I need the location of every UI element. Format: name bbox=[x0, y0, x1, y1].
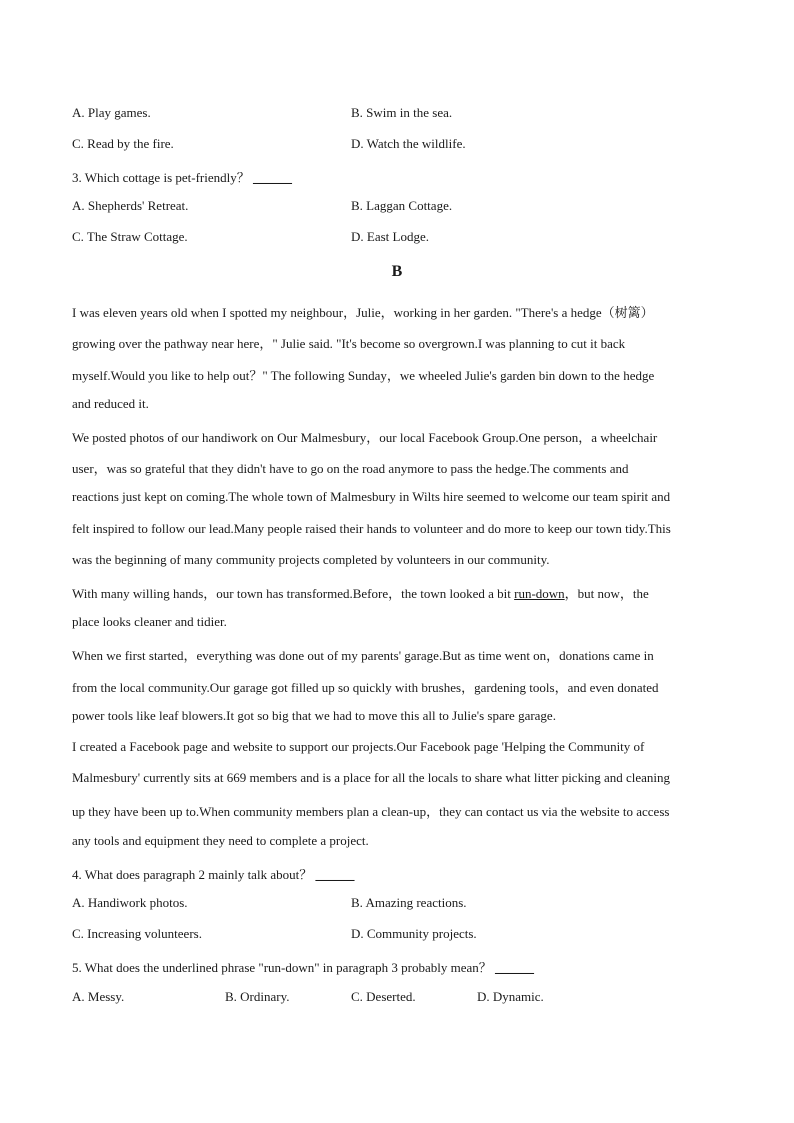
passage-line: myself.Would you like to help out？" The following Sunday，we wheeled Julie's garden bin down to the hedge bbox=[72, 368, 655, 383]
question-5 bbox=[72, 957, 534, 976]
passage-line: power tools like leaf blowers.It got so big that we had to move this all to Julie's spare garage. bbox=[72, 708, 556, 723]
q4-option-d: D. Community projects. bbox=[351, 926, 477, 941]
q4-option-b: B. Amazing reactions. bbox=[351, 895, 467, 910]
q5-option-d: D. Dynamic. bbox=[477, 989, 544, 1004]
passage-line bbox=[72, 583, 649, 602]
question-3 bbox=[72, 167, 292, 186]
q2-option-a: A. Play games. bbox=[72, 105, 151, 120]
question-5-text: 5. What does the underlined phrase "run-down" in paragraph 3 probably mean？ bbox=[72, 960, 492, 975]
passage-line: I created a Facebook page and website to support our projects.Our Facebook page 'Helping the Community of bbox=[72, 739, 645, 754]
passage-line: any tools and equipment they need to complete a project. bbox=[72, 833, 369, 848]
question-3-blank: ______ bbox=[253, 170, 292, 185]
passage-line: growing over the pathway near here，" Julie said. "It's become so overgrown.I was planning to cut it back bbox=[72, 336, 626, 351]
q5-option-a: A. Messy. bbox=[72, 989, 125, 1004]
passage-line: place looks cleaner and tidier. bbox=[72, 614, 227, 629]
q2-option-d: D. Watch the wildlife. bbox=[351, 136, 466, 151]
q3-option-a: A. Shepherds' Retreat. bbox=[72, 198, 189, 213]
q2-option-c: C. Read by the fire. bbox=[72, 136, 174, 151]
q3-option-b: B. Laggan Cottage. bbox=[351, 198, 453, 213]
p3-text-after: ，but now，the bbox=[564, 586, 649, 601]
q5-option-b: B. Ordinary. bbox=[225, 989, 290, 1004]
q2-option-b: B. Swim in the sea. bbox=[351, 105, 453, 120]
passage-line: up they have been up to.When community members plan a clean-up，they can contact us via the website to access bbox=[72, 804, 670, 819]
passage-line: reactions just kept on coming.The whole town of Malmesbury in Wilts hire seemed to welcome our team spirit and bbox=[72, 489, 671, 504]
passage-line: We posted photos of our handiwork on Our Malmesbury，our local Facebook Group.One person，a wheelchair bbox=[72, 430, 658, 445]
question-4-text: 4. What does paragraph 2 mainly talk about？ bbox=[72, 867, 313, 882]
passage-line: Malmesbury' currently sits at 669 members and is a place for all the locals to share what litter picking and cleaning bbox=[72, 770, 670, 785]
q4-option-a: A. Handiwork photos. bbox=[72, 895, 188, 910]
passage-line: user，was so grateful that they didn't have to go on the road anymore to pass the hedge.The comments and bbox=[72, 461, 629, 476]
passage-line: felt inspired to follow our lead.Many people raised their hands to volunteer and do more to keep our town tidy.This bbox=[72, 521, 671, 536]
question-3-text: 3. Which cottage is pet-friendly？ bbox=[72, 170, 250, 185]
question-5-blank: ______ bbox=[495, 960, 535, 975]
p3-text-before: With many willing hands，our town has transformed.Before，the town looked a bit bbox=[72, 586, 515, 601]
q5-option-c: C. Deserted. bbox=[351, 989, 416, 1004]
q3-option-c: C. The Straw Cottage. bbox=[72, 229, 188, 244]
question-4-blank: ______ bbox=[315, 867, 355, 882]
underlined-phrase: run-down bbox=[514, 586, 565, 601]
question-4 bbox=[72, 864, 354, 883]
passage-line: I was eleven years old when I spotted my neighbour，Julie，working in her garden. "There's a hedge（树篱） bbox=[72, 305, 654, 320]
passage-line: and reduced it. bbox=[72, 396, 149, 411]
passage-line: from the local community.Our garage got filled up so quickly with brushes，gardening tools，and even donated bbox=[72, 680, 659, 695]
q3-option-d: D. East Lodge. bbox=[351, 229, 429, 244]
q4-option-c: C. Increasing volunteers. bbox=[72, 926, 202, 941]
passage-line: was the beginning of many community projects completed by volunteers in our community. bbox=[72, 552, 550, 567]
passage-line: When we first started，everything was done out of my parents' garage.But as time went on，donations came in bbox=[72, 648, 654, 663]
section-title: B bbox=[391, 263, 403, 280]
